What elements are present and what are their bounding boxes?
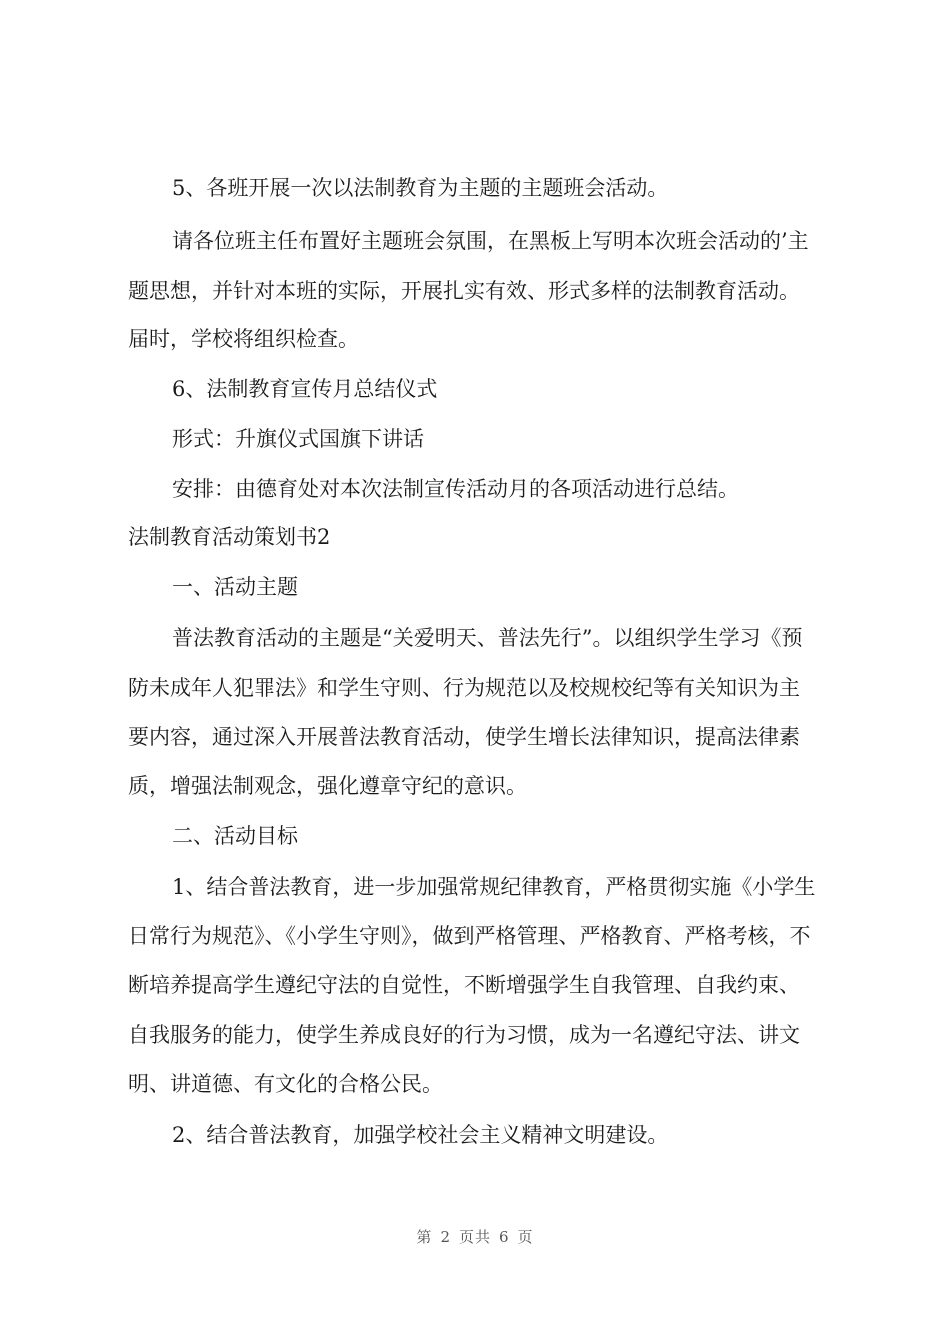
paragraph-line: 安排：由德育处对本次法制宣传活动月的各项活动进行总结。 — [172, 477, 739, 501]
paragraph-line: 自我服务的能力，使学生养成良好的行为习惯，成为一名遵纪守法、讲文 — [128, 1023, 800, 1047]
paragraph-line: 断培养提高学生遵纪守法的自觉性，不断增强学生自我管理、自我约束、 — [128, 973, 800, 997]
paragraph-line: 防未成年人犯罪法》和学生守则、行为规范以及校规校纪等有关知识为主 — [128, 676, 800, 700]
paragraph-line: 5、各班开展一次以法制教育为主题的主题班会活动。 — [172, 176, 669, 200]
footer-prefix: 第 — [416, 1228, 433, 1246]
paragraph-line: 2、结合普法教育，加强学校社会主义精神文明建设。 — [172, 1123, 669, 1147]
total-pages-number: 6 — [499, 1228, 510, 1246]
footer-suffix: 页 — [517, 1228, 534, 1246]
section-heading: 一、活动主题 — [172, 575, 298, 599]
paragraph-line: 届时，学校将组织检查。 — [128, 327, 359, 351]
page-footer — [0, 1224, 950, 1250]
paragraph-line: 日常行为规范》、《小学生守则》，做到严格管理、严格教育、严格考核，不 — [128, 924, 811, 948]
paragraph-line: 题思想，并针对本班的实际，开展扎实有效、形式多样的法制教育活动。 — [128, 279, 800, 303]
paragraph-line: 要内容，通过深入开展普法教育活动，使学生增长法律知识，提高法律素 — [128, 725, 800, 749]
current-page-number: 2 — [440, 1228, 451, 1246]
section-heading: 二、活动目标 — [172, 824, 298, 848]
paragraph-line: 6、法制教育宣传月总结仪式 — [172, 377, 438, 401]
footer-middle: 页共 — [458, 1228, 491, 1246]
paragraph-line: 普法教育活动的主题是“关爱明天、普法先行”。以组织学生学习《预 — [172, 626, 803, 650]
paragraph-line: 形式：升旗仪式国旗下讲话 — [172, 427, 424, 451]
paragraph-line: 质，增强法制观念，强化遵章守纪的意识。 — [128, 774, 527, 798]
paragraph-line: 明、讲道德、有文化的合格公民。 — [128, 1072, 443, 1096]
paragraph-line: 1、结合普法教育，进一步加强常规纪律教育，严格贯彻实施《小学生 — [172, 875, 816, 899]
paragraph-line: 请各位班主任布置好主题班会氛围，在黑板上写明本次班会活动的’主 — [172, 229, 809, 253]
section-title: 法制教育活动策划书2 — [128, 525, 331, 549]
